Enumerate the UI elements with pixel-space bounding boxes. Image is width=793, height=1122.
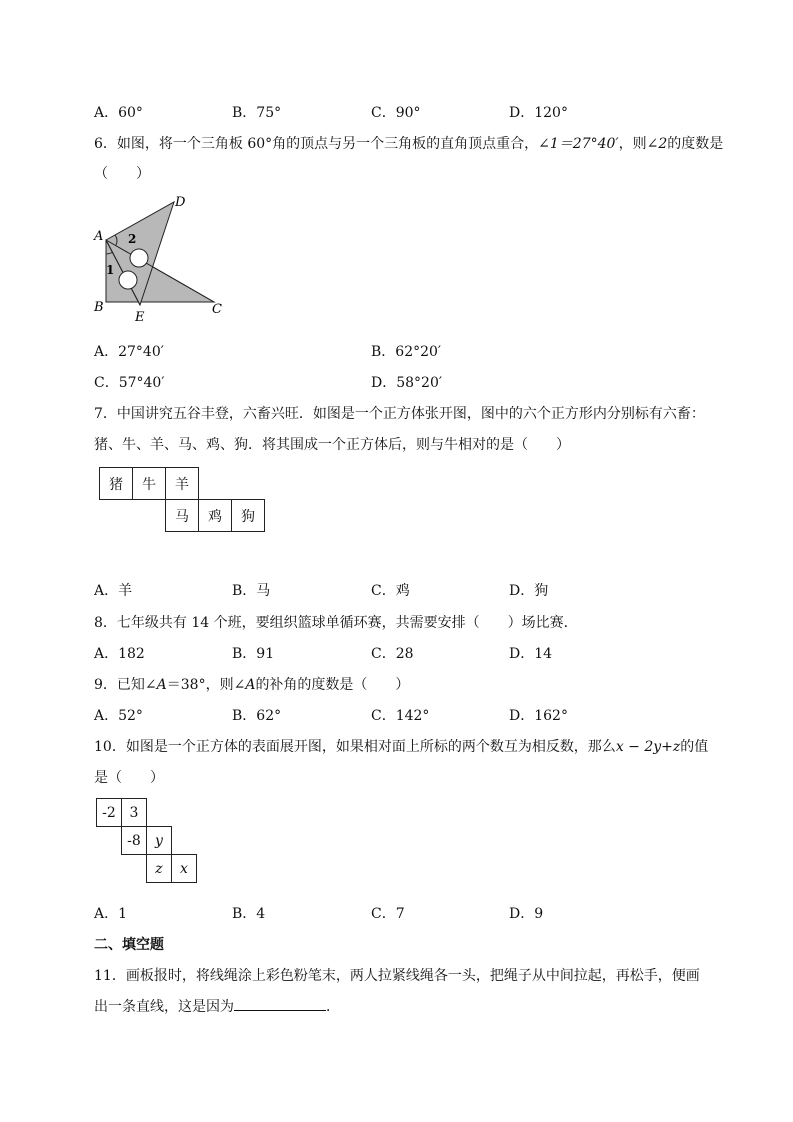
q5-option-a: A．60° bbox=[94, 105, 143, 121]
q7-net-cell: 羊 bbox=[165, 467, 199, 500]
q10-net-cell: -2 bbox=[96, 798, 122, 827]
q8-option-a: A．182 bbox=[94, 646, 145, 662]
hole-upper bbox=[130, 249, 148, 267]
q8-option-c: C．28 bbox=[371, 646, 414, 662]
q7-net-cell: 牛 bbox=[132, 467, 166, 500]
q9-option-a: A．52° bbox=[94, 708, 143, 724]
q9-stem-b: ＝38°，则 bbox=[166, 677, 234, 693]
q6-stem-a: 6．如图，将一个三角板 60°角的顶点与另一个三角板的直角顶点重合， bbox=[94, 136, 539, 152]
q10-stem-line1 bbox=[94, 736, 708, 756]
q9-stem bbox=[94, 674, 409, 694]
q10-net-cell: y bbox=[146, 826, 172, 855]
q11-answer-blank[interactable] bbox=[234, 996, 326, 1011]
q7-option-a: A．羊 bbox=[94, 583, 133, 599]
label-angle2: 2 bbox=[128, 232, 137, 246]
q8-option-d: D．14 bbox=[509, 646, 553, 662]
q9-stem-a: 9．已知 bbox=[94, 677, 145, 693]
q10-net-cell: z bbox=[146, 854, 172, 883]
q10-net-cell: 3 bbox=[121, 798, 147, 827]
q7-option-b: B．马 bbox=[232, 583, 271, 599]
q10-stem-line2: 是（ ） bbox=[94, 770, 164, 786]
q11-stem-b: ． bbox=[326, 999, 340, 1015]
q9-angle-a-2: ∠A bbox=[233, 677, 256, 693]
q6-paren: （ ） bbox=[94, 166, 150, 182]
label-c: C bbox=[212, 302, 222, 317]
q6-angle1: ∠1＝27°40′ bbox=[538, 136, 619, 152]
label-e: E bbox=[135, 310, 145, 325]
q10-expr: x − 2y+z bbox=[615, 739, 681, 755]
q8-option-b: B．91 bbox=[232, 646, 275, 662]
label-d: D bbox=[175, 195, 186, 210]
q6-stem bbox=[94, 133, 723, 153]
q11-stem-a: 出一条直线，这是因为 bbox=[94, 999, 234, 1015]
q10-net-cell: -8 bbox=[121, 826, 147, 855]
q7-net-cell: 鸡 bbox=[198, 499, 232, 532]
q7-net-cell: 马 bbox=[165, 499, 199, 532]
label-b: B bbox=[94, 300, 104, 315]
q7-option-c: C．鸡 bbox=[371, 583, 410, 599]
q7-net-cell: 狗 bbox=[231, 499, 265, 532]
q10-stem-a: 10．如图是一个正方体的表面展开图，如果相对面上所标的两个数互为相反数，那么 bbox=[94, 739, 616, 755]
q11-stem-line1: 11．画板报时，将线绳涂上彩色粉笔末，两人拉紧线绳各一头，把绳子从中间拉起，再松手，便画 bbox=[94, 968, 700, 984]
q7-stem-line1: 7．中国讲究五谷丰登，六畜兴旺．如图是一个正方体张开图，图中的六个正方形内分别标有六畜： bbox=[94, 406, 705, 422]
q6-option-c: C．57°40′ bbox=[94, 375, 165, 391]
hole-lower bbox=[119, 271, 137, 289]
q8-stem: 8．七年级共有 14 个班，要组织篮球单循环赛，共需要安排（ ）场比赛． bbox=[94, 615, 578, 631]
q6-stem-c: 的度数是 bbox=[667, 136, 724, 152]
q6-option-b: B．62°20′ bbox=[371, 344, 442, 360]
q9-stem-c: 的补角的度数是（ ） bbox=[255, 677, 410, 693]
q6-figure bbox=[88, 190, 238, 325]
q5-option-d: D．120° bbox=[509, 105, 568, 121]
q6-option-d: D．58°20′ bbox=[371, 375, 443, 391]
q9-option-d: D．162° bbox=[509, 708, 568, 724]
q5-option-c: C．90° bbox=[371, 105, 421, 121]
section-title-fill-in: 二、填空题 bbox=[94, 937, 164, 953]
q7-option-d: D．狗 bbox=[509, 583, 549, 599]
q10-net-cell: x bbox=[171, 854, 197, 883]
q7-stem-line2: 猪、牛、羊、马、鸡、狗．将其围成一个正方体后，则与牛相对的是（ ） bbox=[94, 437, 570, 453]
q7-net-cell: 猪 bbox=[99, 467, 133, 500]
label-angle1: 1 bbox=[106, 263, 115, 277]
q10-option-b: B．4 bbox=[232, 906, 266, 922]
q10-option-a: A．1 bbox=[94, 906, 128, 922]
q6-stem-b: ，则 bbox=[618, 136, 647, 152]
q9-option-c: C．142° bbox=[371, 708, 430, 724]
q9-angle-a: ∠A bbox=[144, 677, 167, 693]
q5-option-b: B．75° bbox=[232, 105, 282, 121]
q10-option-c: C．7 bbox=[371, 906, 405, 922]
q11-stem-line2 bbox=[94, 996, 340, 1016]
q10-stem-tail: 的值 bbox=[680, 739, 709, 755]
q9-option-b: B．62° bbox=[232, 708, 282, 724]
label-a: A bbox=[94, 229, 104, 244]
q6-angle2: ∠2 bbox=[646, 136, 668, 152]
q6-option-a: A．27°40′ bbox=[94, 344, 164, 360]
q10-option-d: D．9 bbox=[509, 906, 544, 922]
